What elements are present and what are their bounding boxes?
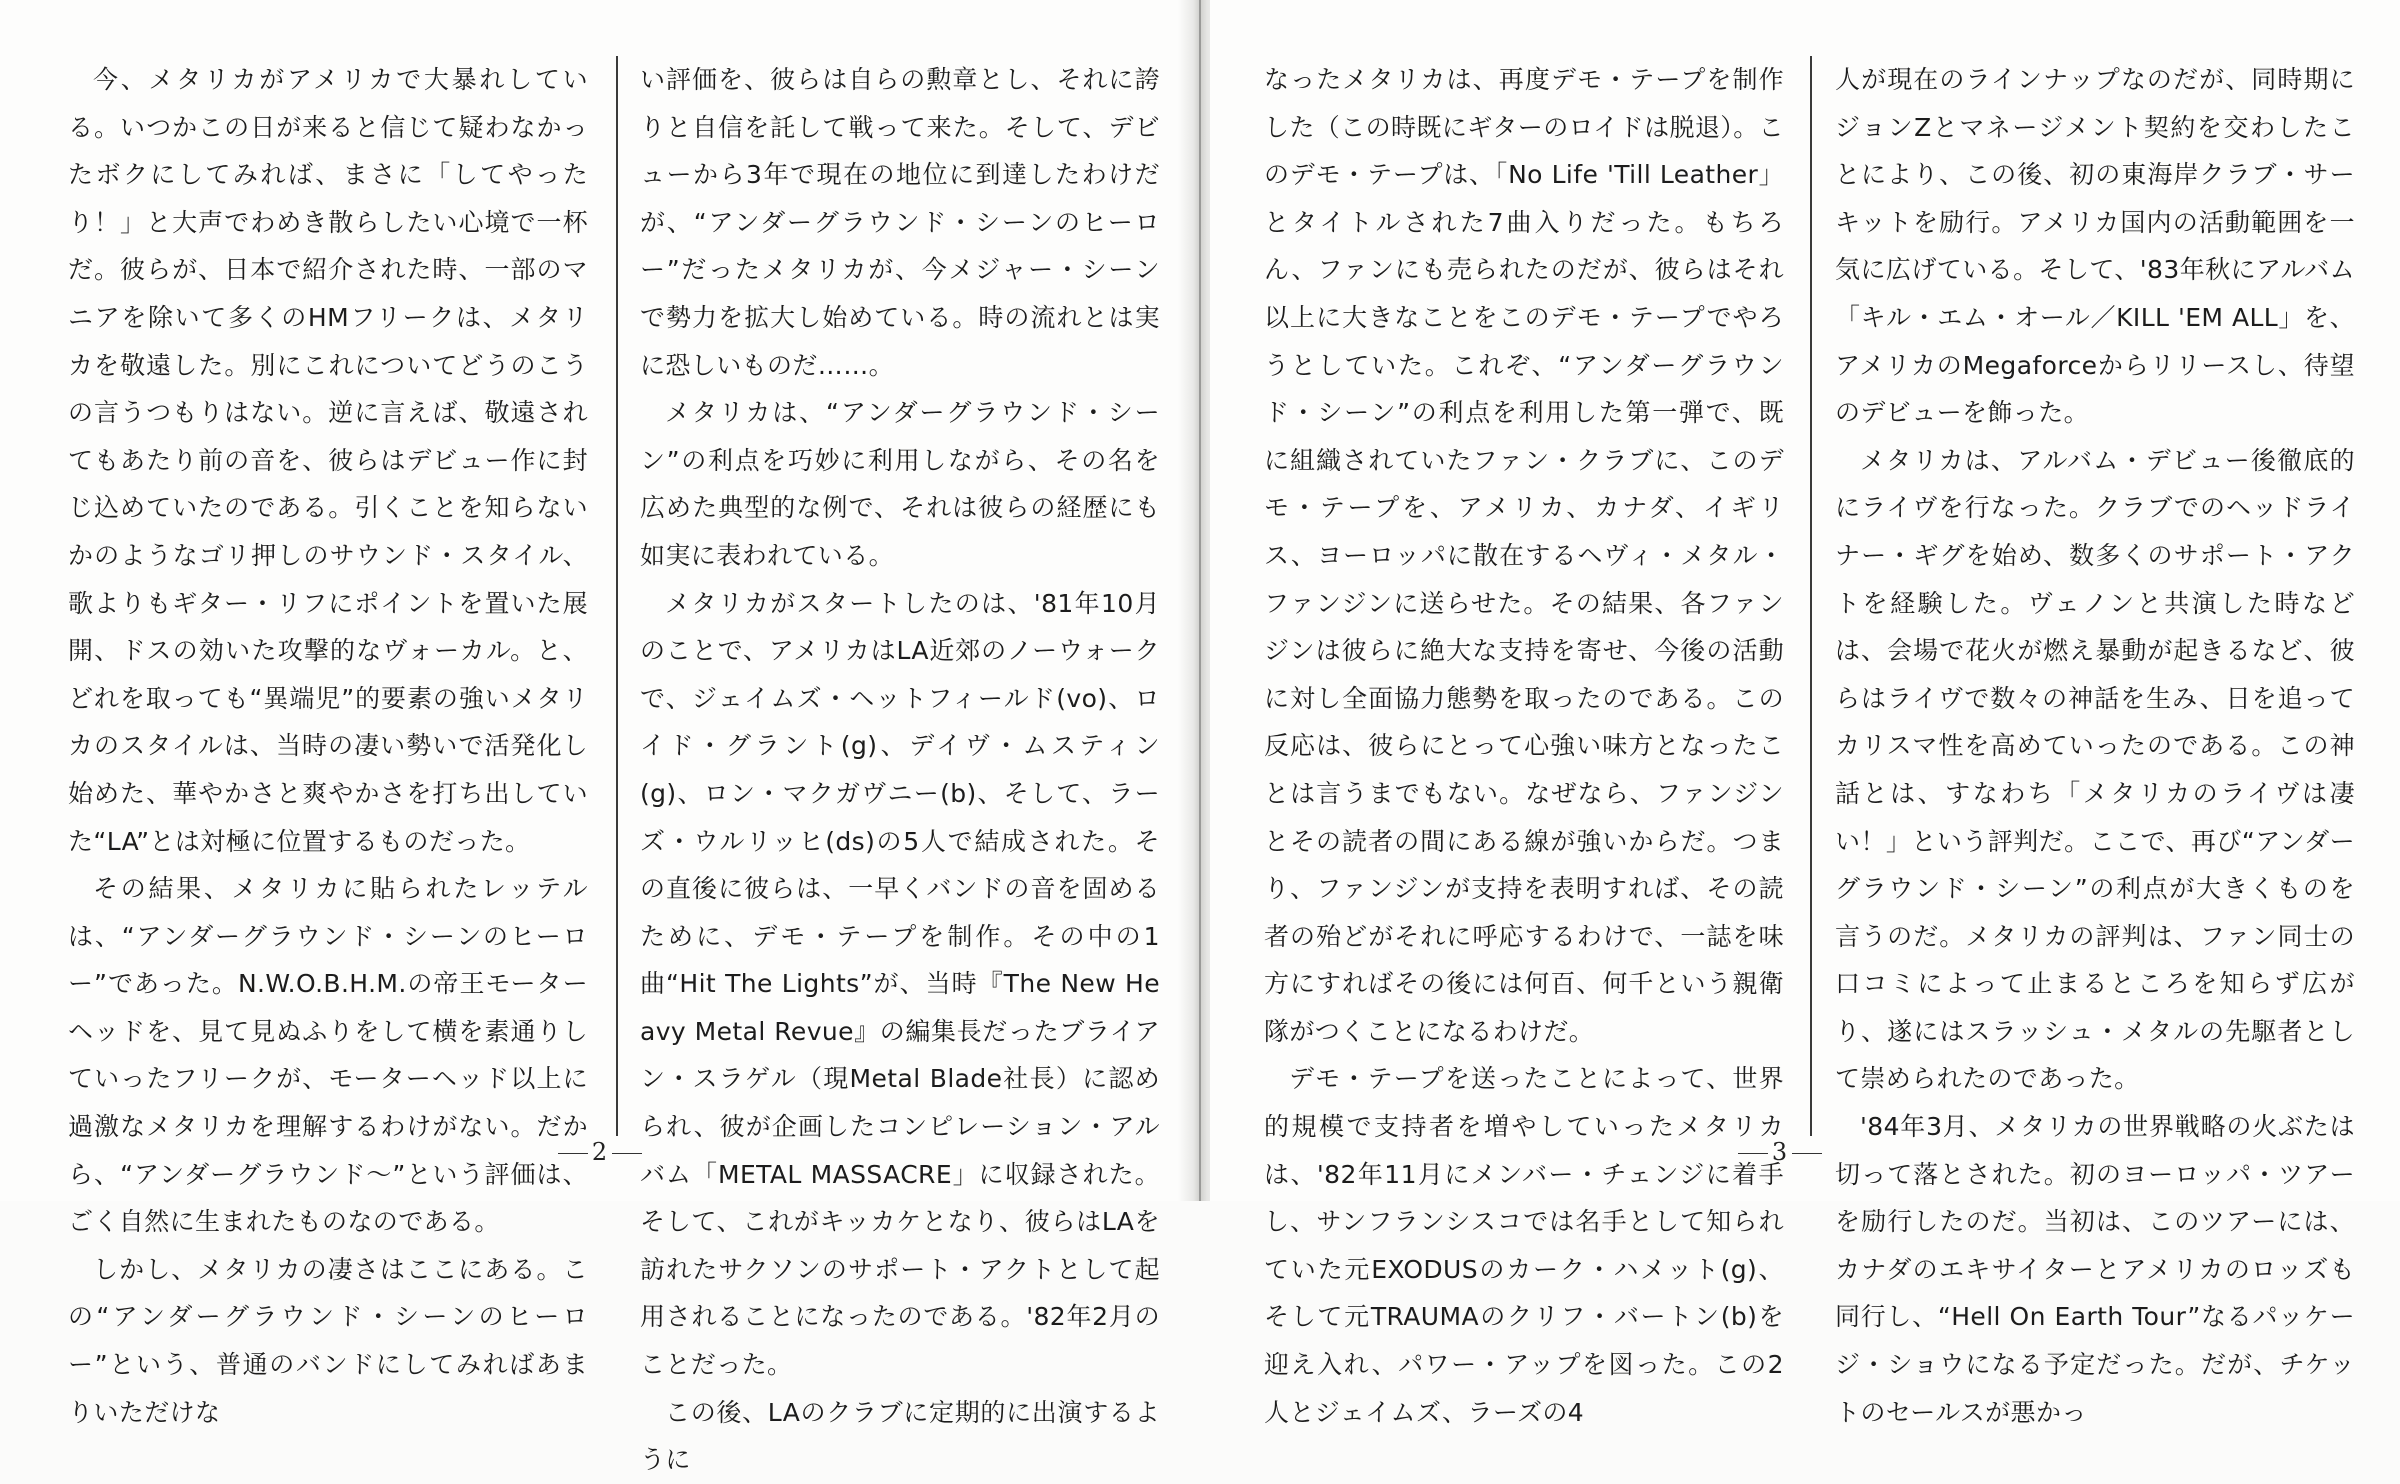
paragraph: 人が現在のラインナップなのだが、同時期にジョンZとマネージメント契約を交わしたことにより、この後、初の東海岸クラブ・サーキットを励行。アメリカ国内の活動範囲を一気に広げている。そして、'83年秋にアルバム「キル・エム・オール／KILL 'EM ALL」を、アメリカのMegaforceからリリースし、待望のデビューを飾った。 [1835, 65, 2355, 428]
paragraph: 今、メタリカがアメリカで大暴れしている。いつかこの日が来ると信じて疑わなかったボクにしてみれば、まさに「してやったり！」と大声でわめき散らしたい心境で一杯だ。彼らが、日本で紹介された時、一部のマニアを除いて多くのHMフリークは、メタリカを敬遠した。別にこれについてどうのこうの言うつもりはない。逆に言えば、敬遠されてもあたり前の音を、彼らはデビュー作に封じ込めていたのである。引くことを知らないかのようなゴリ押しのサウンド・スタイル、歌よりもギター・リフにポイントを置いた展開、ドスの効いた攻撃的なヴォーカル。と、どれを取っても“異端児”的要素の強いメタリカのスタイルは、当時の凄い勢いで活発化し始めた、華やかさと爽やかさを打ち出していた“LA”とは対極に位置するものだった。 [68, 65, 588, 856]
paragraph: デモ・テープを送ったことによって、世界的規模で支持者を増やしていったメタリカは、'82年11月にメンバー・チェンジに着手し、サンフランシスコでは名手として知られていた元EXODUSのカーク・ハメット(g)、そして元TRAUMAのクリフ・バートン(b)を迎え入れ、パワー・アップを図った。この2人とジェイムズ、ラーズの4 [1264, 1064, 1784, 1427]
column-4 [1835, 56, 2355, 1436]
paragraph: この後、LAのクラブに定期的に出演するように [640, 1397, 1160, 1475]
page-number: 2 [520, 1138, 680, 1166]
paragraph: メタリカがスタートしたのは、'81年10月のことで、アメリカはLA近郊のノーウォークで、ジェイムズ・ヘットフィールド(vo)、ロイド・グラント(g)、デイヴ・ムスティン(g)、ロン・マクガヴニー(b)、そして、ラーズ・ウルリッヒ(ds)の5人で結成された。その直後に彼らは、一早くバンドの音を固めるために、デモ・テープを制作。その中の1曲“Hit The Lights”が、当時『The New Heavy Metal Revue』の編集長だったブライアン・スラゲル（現Metal Blade社長）に認められ、彼が企画したコンピレーション・アルバム「METAL MASSACRE」に収録された。そして、これがキッカケとなり、彼らはLAを訪れたサクソンのサポート・アクトとして起用されることになったのである。'82年2月のことだった。 [640, 588, 1160, 1380]
paragraph: しかし、メタリカの凄さはここにある。この“アンダーグラウンド・シーンのヒーロー”という、普通のバンドにしてみればあまりいただけな [68, 1254, 588, 1427]
column-2 [640, 56, 1160, 1484]
paragraph: メタリカは、アルバム・デビュー後徹底的にライヴを行なった。クラブでのヘッドライナー・ギグを始め、数多くのサポート・アクトを経験した。ヴェノンと共演した時などは、会場で花火が燃え暴動が起きるなど、彼らはライヴで数々の神話を生み、日を追ってカリスマ性を高めていったのである。この神話とは、すなわち「メタリカのライヴは凄い！」という評判だ。ここで、再び“アンダーグラウンド・シーン”の利点が大きくものを言うのだ。メタリカの評判は、ファン同士の口コミによって止まるところを知らず広がり、遂にはスラッシュ・メタルの先駆者として崇められたのであった。 [1835, 445, 2355, 1094]
left-page [0, 0, 1190, 1475]
paragraph: い評価を、彼らは自らの勲章とし、それに誇りと自信を託して戦って来た。そして、デビューから3年で現在の地位に到達したわけだが、“アンダーグラウンド・シーンのヒーロー”だったメタリカが、今メジャー・シーンで勢力を拡大し始めている。時の流れとは実に恐しいものだ……。 [640, 65, 1160, 380]
column-divider [616, 56, 618, 1136]
column-3 [1264, 56, 1784, 1436]
paragraph: '84年3月、メタリカの世界戦略の火ぶたは切って落とされた。初のヨーロッパ・ツアーを励行したのだ。当初は、このツアーには、カナダのエキサイターとアメリカのロッズも同行し、“Hell On Earth Tour”なるパッケージ・ショウになる予定だった。だが、チケットのセールスが悪かっ [1835, 1112, 2355, 1427]
paragraph: なったメタリカは、再度デモ・テープを制作した（この時既にギターのロイドは脱退）。このデモ・テープは、「No Life 'Till Leather」とタイトルされた7曲入りだった。もちろん、ファンにも売られたのだが、彼らはそれ以上に大きなことをこのデモ・テープでやろうとしていた。これぞ、“アンダーグラウンド・シーン”の利点を利用した第一弾で、既に組織されていたファン・クラブに、このデモ・テープを、アメリカ、カナダ、イギリス、ヨーロッパに散在するヘヴィ・メタル・ファンジンに送らせた。その結果、各ファンジンは彼らに絶大な支持を寄せ、今後の活動に対し全面協力態勢を取ったのである。この反応は、彼らにとって心強い味方となったことは言うまでもない。なぜなら、ファンジンとその読者の間にある線が強いからだ。つまり、ファンジンが支持を表明すれば、その読者の殆どがそれに呼応するわけで、一誌を味方にすればその後には何百、何千という親衛隊がつくことになるわけだ。 [1264, 65, 1784, 1046]
paragraph: その結果、メタリカに貼られたレッテルは、“アンダーグラウンド・シーンのヒーロー”であった。N.W.O.B.H.M.の帝王モーターヘッドを、見て見ぬふりをして横を素通りしていったフリークが、モーターヘッド以上に過激なメタリカを理解するわけがない。だから、“アンダーグラウンド〜”という評価は、ごく自然に生まれたものなのである。 [68, 874, 588, 1237]
column-1 [68, 56, 588, 1436]
paragraph: メタリカは、“アンダーグラウンド・シーン”の利点を巧妙に利用しながら、その名を広めた典型的な例で、それは彼らの経歴にも如実に表われている。 [640, 398, 1160, 570]
page-number: 3 [1700, 1138, 1860, 1166]
column-divider [1810, 56, 1812, 1136]
